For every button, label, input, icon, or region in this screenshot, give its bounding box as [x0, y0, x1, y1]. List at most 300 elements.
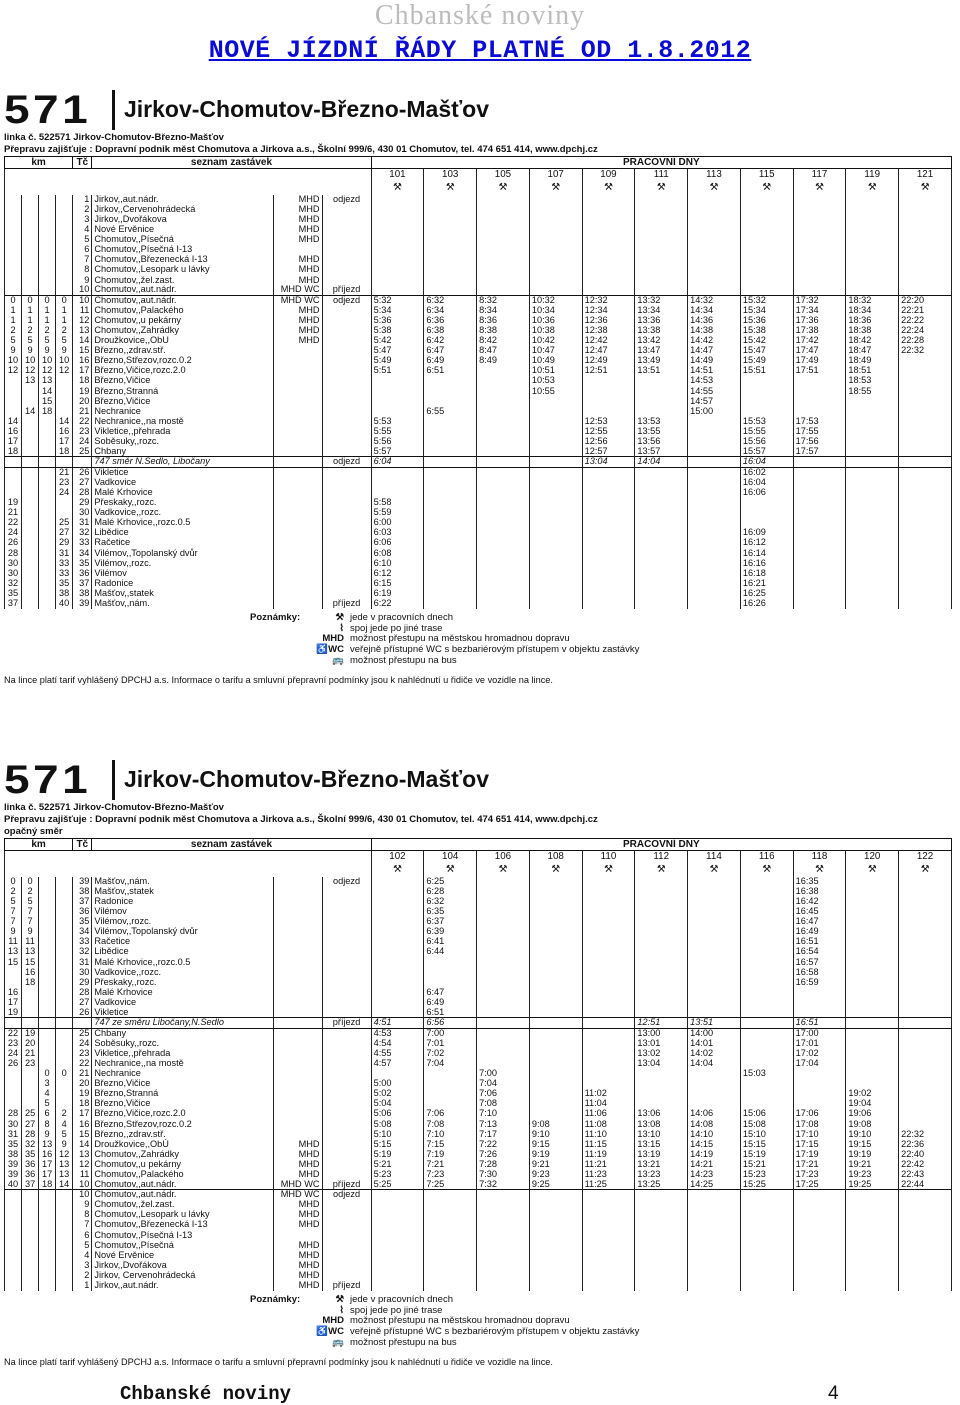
departure-time: [529, 579, 582, 589]
departure-time: [846, 396, 899, 406]
tc-cell: 15: [73, 1129, 92, 1139]
departure-time: [582, 589, 635, 599]
table-row: [5, 316, 952, 326]
stop-name: Přeskaky,,rozc.: [92, 977, 273, 987]
departure-time: 11:10: [582, 1129, 635, 1139]
km-cell: [39, 1018, 56, 1029]
km-cell: [5, 275, 22, 285]
tc-cell: 34: [73, 548, 92, 558]
departure-time: [424, 1089, 477, 1099]
departure-time: [635, 937, 688, 947]
departure-time: 15:10: [740, 1129, 793, 1139]
departure-time: [688, 528, 741, 538]
table-row: [5, 1039, 952, 1049]
departure-time: 22:44: [899, 1180, 952, 1190]
departure-time: [635, 1099, 688, 1109]
departure-time: [635, 488, 688, 498]
stops-header: seznam zastávek: [92, 839, 371, 851]
departure-time: [477, 1018, 530, 1029]
departure-time: [740, 1240, 793, 1250]
departure-time: [424, 1190, 477, 1200]
departure-time: [793, 235, 846, 245]
departure-time: [740, 967, 793, 977]
departure-time: 7:32: [477, 1180, 530, 1190]
km-cell: 18: [56, 447, 73, 457]
table-row: [5, 225, 952, 235]
table-row: [5, 1200, 952, 1210]
stop-name: Malé Krhovice: [92, 488, 273, 498]
tc-cell: 28: [73, 488, 92, 498]
stop-name: Chomutov,,Písečná I-13: [92, 1230, 273, 1240]
departure-time: [582, 1200, 635, 1210]
tc-cell: 22: [73, 1059, 92, 1069]
arr-dep-mark: [322, 1059, 371, 1069]
departure-time: [899, 417, 952, 427]
km-cell: 37: [22, 1180, 39, 1190]
tc-cell: 21: [73, 406, 92, 416]
mhd-flag: MHD: [273, 336, 322, 346]
tariff-note: Na lince platí tarif vyhlášený DPCHJ a.s. Informace o tarifu a smluvní přepravní podmínky jsou k nahlédnutí u řidiče ve vozidle na lince.: [4, 1356, 553, 1367]
departure-time: [529, 947, 582, 957]
departure-time: [477, 1028, 530, 1038]
departure-time: [793, 558, 846, 568]
departure-time: [846, 528, 899, 538]
tc-cell: 23: [73, 1049, 92, 1059]
departure-time: [688, 1069, 741, 1079]
tc-cell: 27: [73, 998, 92, 1008]
timetable-return: [0, 758, 960, 1368]
departure-time: [740, 907, 793, 917]
departure-time: [477, 1059, 530, 1069]
departure-time: 16:26: [740, 599, 793, 609]
km-cell: [56, 1039, 73, 1049]
km-cell: [22, 568, 39, 578]
departure-time: [477, 1250, 530, 1260]
km-cell: [22, 386, 39, 396]
tc-cell: 18: [73, 376, 92, 386]
departure-time: 5:32: [371, 295, 424, 305]
km-cell: 0: [5, 877, 22, 887]
departure-time: [793, 245, 846, 255]
km-cell: [22, 205, 39, 215]
km-cell: [56, 897, 73, 907]
km-cell: 40: [5, 1180, 22, 1190]
km-cell: [22, 1240, 39, 1250]
departure-time: [846, 488, 899, 498]
stop-name: Radonice: [92, 579, 273, 589]
tc-cell: 21: [73, 1069, 92, 1079]
departure-time: 15:00: [688, 406, 741, 416]
km-cell: [39, 877, 56, 887]
departure-time: [688, 1099, 741, 1109]
departure-time: [688, 917, 741, 927]
stop-name: Březno,Stranná: [92, 1089, 273, 1099]
km-cell: 1: [56, 316, 73, 326]
arr-dep-mark: [322, 1129, 371, 1139]
departure-time: [899, 1039, 952, 1049]
departure-time: [740, 1271, 793, 1281]
departure-time: 12:32: [582, 295, 635, 305]
departure-time: [846, 255, 899, 265]
departure-time: [846, 518, 899, 528]
km-cell: [56, 1210, 73, 1220]
departure-time: [635, 386, 688, 396]
hammer-pick-icon: ⚒: [477, 864, 530, 877]
arr-dep-mark: příjezd: [322, 599, 371, 609]
mhd-flag: MHD WC: [273, 285, 322, 295]
departure-time: [846, 427, 899, 437]
departure-time: [899, 235, 952, 245]
departure-time: [899, 1119, 952, 1129]
km-cell: [56, 1190, 73, 1200]
km-cell: [22, 215, 39, 225]
departure-time: [793, 1099, 846, 1109]
km-cell: 38: [56, 589, 73, 599]
table-row: [5, 1119, 952, 1129]
notes-list: [316, 613, 639, 667]
departure-time: [740, 285, 793, 295]
km-cell: [56, 205, 73, 215]
table-row: [5, 336, 952, 346]
departure-time: [899, 195, 952, 205]
km-cell: [22, 1210, 39, 1220]
km-cell: [39, 1240, 56, 1250]
departure-time: [477, 417, 530, 427]
arr-dep-mark: [322, 417, 371, 427]
departure-time: [899, 568, 952, 578]
page-footer: [0, 1383, 960, 1405]
departure-time: 6:35: [424, 907, 477, 917]
departure-time: [635, 998, 688, 1008]
stop-name: Jirkov,,Dvořákova: [92, 1261, 273, 1271]
km-cell: [56, 376, 73, 386]
mhd-flag: [273, 1039, 322, 1049]
departure-time: [899, 1099, 952, 1109]
trip-number: 121: [899, 169, 952, 182]
km-cell: [39, 957, 56, 967]
departure-time: [899, 548, 952, 558]
departure-time: 7:02: [424, 1049, 477, 1059]
km-cell: [22, 1261, 39, 1271]
arr-dep-mark: [322, 988, 371, 998]
km-cell: 2: [39, 326, 56, 336]
departure-time: [529, 508, 582, 518]
tariff-note: Na lince platí tarif vyhlášený DPCHJ a.s. Informace o tarifu a smluvní přepravní podmínky jsou k nahlédnutí u řidiče ve vozidle na lince.: [4, 674, 553, 685]
departure-time: [424, 977, 477, 987]
departure-time: [477, 967, 530, 977]
departure-time: 17:36: [793, 316, 846, 326]
km-cell: [56, 877, 73, 887]
km-cell: 16: [39, 1150, 56, 1160]
departure-time: [793, 396, 846, 406]
mhd-flag: MHD: [273, 275, 322, 285]
tc-cell: 29: [73, 498, 92, 508]
departure-time: 7:22: [477, 1139, 530, 1149]
km-cell: [56, 977, 73, 987]
arr-dep-mark: [322, 316, 371, 326]
trip-number: 120: [846, 851, 899, 864]
departure-time: 10:49: [529, 356, 582, 366]
departure-time: [477, 877, 530, 887]
stop-name: Vilémov: [92, 568, 273, 578]
km-cell: [22, 235, 39, 245]
km-cell: 38: [5, 1150, 22, 1160]
table-row: [5, 1099, 952, 1109]
departure-time: 15:53: [740, 417, 793, 427]
departure-time: [529, 205, 582, 215]
departure-time: [371, 977, 424, 987]
mhd-flag: [273, 508, 322, 518]
departure-time: [846, 1049, 899, 1059]
departure-time: [529, 1109, 582, 1119]
departure-time: [688, 1210, 741, 1220]
departure-time: 12:56: [582, 437, 635, 447]
departure-time: [371, 285, 424, 295]
departure-time: [846, 1271, 899, 1281]
departure-time: [899, 907, 952, 917]
departure-time: [688, 988, 741, 998]
departure-time: 12:47: [582, 346, 635, 356]
departure-time: 14:06: [688, 1109, 741, 1119]
arr-dep-mark: [322, 265, 371, 275]
km-cell: 10: [39, 356, 56, 366]
departure-time: 7:17: [477, 1129, 530, 1139]
departure-time: [899, 255, 952, 265]
km-cell: [39, 1230, 56, 1240]
arr-dep-mark: [322, 488, 371, 498]
departure-time: [582, 538, 635, 548]
departure-time: 13:53: [635, 417, 688, 427]
km-cell: [39, 518, 56, 528]
departure-time: [793, 265, 846, 275]
tc-cell: 20: [73, 1079, 92, 1089]
km-cell: 12: [39, 366, 56, 376]
arr-dep-mark: [322, 1039, 371, 1049]
tc-cell: 9: [73, 1200, 92, 1210]
km-cell: 30: [5, 568, 22, 578]
departure-time: [477, 1240, 530, 1250]
publication-header: Chbanské noviny: [374, 0, 586, 31]
departure-time: 15:03: [740, 1069, 793, 1079]
km-cell: 40: [56, 599, 73, 609]
km-cell: [5, 468, 22, 478]
mhd-flag: [273, 568, 322, 578]
departure-time: [477, 376, 530, 386]
departure-time: 6:44: [424, 947, 477, 957]
departure-time: 17:01: [793, 1039, 846, 1049]
departure-time: 11:19: [582, 1150, 635, 1160]
km-cell: [56, 957, 73, 967]
departure-time: [371, 988, 424, 998]
departure-time: 5:51: [371, 366, 424, 376]
km-cell: [22, 518, 39, 528]
arr-dep-mark: [322, 215, 371, 225]
km-cell: 1: [39, 316, 56, 326]
km-cell: 5: [56, 1129, 73, 1139]
stop-name: Račetice: [92, 538, 273, 548]
departure-time: [688, 447, 741, 457]
km-cell: 21: [5, 508, 22, 518]
arr-dep-mark: [322, 1069, 371, 1079]
km-cell: 9: [39, 346, 56, 356]
departure-time: [424, 255, 477, 265]
stop-name: Chomutov,,Písečná: [92, 1240, 273, 1250]
departure-time: [424, 508, 477, 518]
table-row: [5, 396, 952, 406]
timetable-grid: [4, 156, 952, 609]
validity-headline: NOVÉ JÍZDNÍ ŘÁDY PLATNÉ OD 1.8.2012: [208, 36, 752, 65]
table-row: [5, 1018, 952, 1029]
km-cell: [56, 285, 73, 295]
km-cell: 27: [56, 528, 73, 538]
departure-time: [793, 1230, 846, 1240]
departure-time: [371, 195, 424, 205]
departure-time: [582, 255, 635, 265]
departure-time: [477, 1261, 530, 1271]
km-cell: [22, 285, 39, 295]
mhd-flag: MHD: [273, 1139, 322, 1149]
departure-time: [582, 528, 635, 538]
departure-time: 14:00: [688, 1028, 741, 1038]
operator-info: Přepravu zajišťuje : Dopravní podnik měst Chomutova a Jirkova a.s., Školní 999/6, 430 01 Chomutov, tel. 474 651 414, www.dpchj.cz: [4, 144, 598, 155]
arr-dep-mark: [322, 336, 371, 346]
departure-time: [846, 1069, 899, 1079]
hammer-pick-icon: ⚒: [899, 182, 952, 195]
arr-dep-mark: příjezd: [322, 1180, 371, 1190]
departure-time: [740, 917, 793, 927]
stop-name: Droužkovice,,ObÚ: [92, 1139, 273, 1149]
departure-time: 13:15: [635, 1139, 688, 1149]
departure-time: 10:53: [529, 376, 582, 386]
stop-name: Jirkov,,Dvořákova: [92, 215, 273, 225]
departure-time: 11:06: [582, 1109, 635, 1119]
table-row: [5, 275, 952, 285]
km-cell: 31: [56, 548, 73, 558]
mhd-flag: [273, 356, 322, 366]
stop-name: Březno,Vičice: [92, 376, 273, 386]
departure-time: 7:00: [477, 1069, 530, 1079]
departure-time: [846, 205, 899, 215]
departure-time: 15:32: [740, 295, 793, 305]
departure-time: 12:38: [582, 326, 635, 336]
departure-time: [371, 917, 424, 927]
departure-time: [846, 1079, 899, 1089]
departure-time: 6:55: [424, 406, 477, 416]
departure-time: 13:21: [635, 1160, 688, 1170]
departure-time: [899, 447, 952, 457]
departure-time: [424, 1240, 477, 1250]
km-cell: 35: [5, 1139, 22, 1149]
table-row: [5, 447, 952, 457]
departure-time: [582, 568, 635, 578]
departure-time: [371, 1250, 424, 1260]
trip-number: 111: [635, 169, 688, 182]
departure-time: [582, 235, 635, 245]
km-cell: 22: [5, 518, 22, 528]
km-cell: 16: [22, 967, 39, 977]
departure-time: [582, 1281, 635, 1291]
departure-time: 13:55: [635, 427, 688, 437]
departure-time: [635, 215, 688, 225]
departure-time: [582, 498, 635, 508]
km-cell: 23: [22, 1059, 39, 1069]
departure-time: [477, 508, 530, 518]
trip-number: 113: [688, 169, 741, 182]
departure-time: [793, 589, 846, 599]
departure-time: 5:55: [371, 427, 424, 437]
departure-time: 7:30: [477, 1170, 530, 1180]
table-row: [5, 406, 952, 416]
km-cell: [39, 245, 56, 255]
table-row: [5, 998, 952, 1008]
tc-cell: 38: [73, 887, 92, 897]
stop-name: Nechranice,,na mostě: [92, 417, 273, 427]
km-cell: 10: [56, 356, 73, 366]
departure-time: 17:55: [793, 427, 846, 437]
departure-time: [688, 907, 741, 917]
km-cell: [56, 1271, 73, 1281]
departure-time: 15:51: [740, 366, 793, 376]
km-cell: 13: [56, 1170, 73, 1180]
arr-dep-mark: [322, 205, 371, 215]
departure-time: 10:38: [529, 326, 582, 336]
departure-time: [793, 1079, 846, 1089]
departure-time: [371, 1008, 424, 1018]
departure-time: [582, 998, 635, 1008]
departure-time: [793, 1250, 846, 1260]
departure-time: 16:25: [740, 589, 793, 599]
km-cell: 20: [22, 1039, 39, 1049]
tc-cell: 8: [73, 1210, 92, 1220]
departure-time: [740, 1261, 793, 1271]
km-cell: [56, 887, 73, 897]
note-text: možnost přestupu na městskou hromadnou dopravu: [350, 1315, 570, 1327]
km-cell: [56, 457, 73, 468]
departure-time: [846, 1230, 899, 1240]
table-row: [5, 579, 952, 589]
departure-time: [477, 538, 530, 548]
departure-time: 8:36: [477, 316, 530, 326]
mhd-flag: [273, 907, 322, 917]
departure-time: [529, 457, 582, 468]
departure-time: [688, 195, 741, 205]
tc-cell: 7: [73, 1220, 92, 1230]
departure-time: [688, 1281, 741, 1291]
km-cell: [22, 447, 39, 457]
table-row: [5, 1261, 952, 1271]
km-cell: 17: [5, 998, 22, 1008]
arr-dep-mark: [322, 275, 371, 285]
km-cell: [56, 386, 73, 396]
departure-time: [529, 887, 582, 897]
departure-time: 11:23: [582, 1170, 635, 1180]
departure-time: [371, 877, 424, 887]
departure-time: 7:28: [477, 1160, 530, 1170]
km-cell: [22, 1230, 39, 1240]
km-cell: [39, 538, 56, 548]
km-cell: [56, 937, 73, 947]
departure-time: 13:06: [635, 1109, 688, 1119]
departure-time: [529, 917, 582, 927]
table-row: [5, 1240, 952, 1250]
km-cell: [22, 1069, 39, 1079]
mhd-flag: MHD: [273, 225, 322, 235]
stop-name: Nové Ervěnice: [92, 1250, 273, 1260]
departure-time: [899, 927, 952, 937]
departure-time: 14:01: [688, 1039, 741, 1049]
km-cell: [39, 917, 56, 927]
km-cell: 30: [5, 1119, 22, 1129]
